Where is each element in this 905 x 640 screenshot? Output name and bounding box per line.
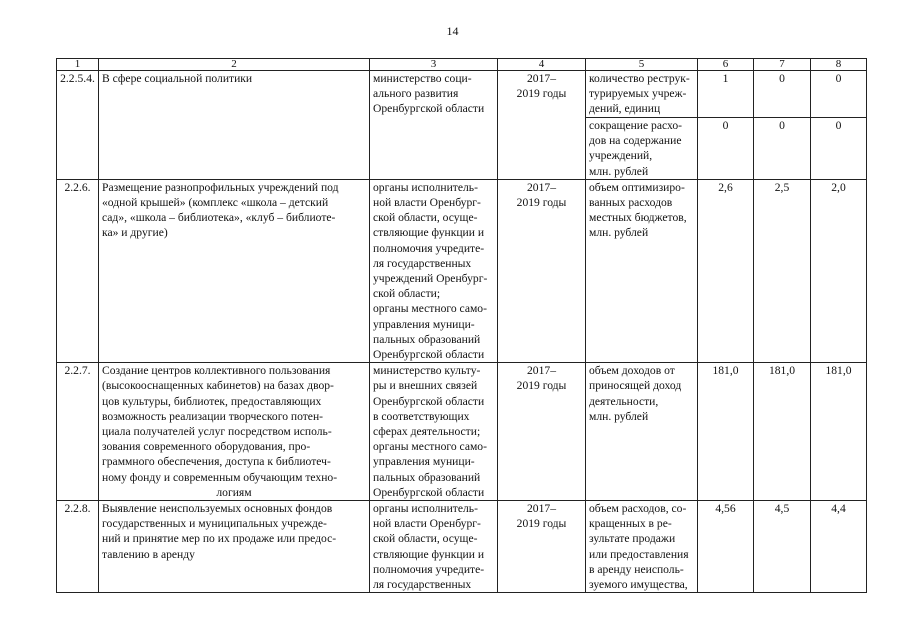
text-line: млн. рублей <box>589 409 649 423</box>
value-2017: 0 <box>698 118 754 180</box>
executor <box>370 71 498 180</box>
text-line: млн. рублей <box>589 164 649 178</box>
value-2017: 2,6 <box>698 179 754 362</box>
text-line: учреждений, <box>589 149 653 163</box>
indicator <box>586 501 698 593</box>
value-2017: 1 <box>698 71 754 118</box>
indicator <box>586 118 698 180</box>
text-line: местных бюджетов, <box>589 211 687 225</box>
text-line: граммного обеспечения, доступа к библиотеч- <box>102 455 331 469</box>
text-line: циала получателей услуг посредством исполь- <box>102 425 332 439</box>
text-line: 2017– <box>527 180 556 194</box>
text-line: органы местного само- <box>373 302 487 316</box>
text-line: сад», «школа – библиотека», «клуб – библиоте- <box>102 211 336 225</box>
text-line: Оренбургской области <box>373 102 485 116</box>
text-line: государственных и муниципальных учрежде- <box>102 517 327 531</box>
text-line: деятельности, <box>589 394 659 408</box>
measure-name <box>99 363 370 501</box>
value-2019: 181,0 <box>811 363 867 501</box>
table-row <box>57 363 867 501</box>
text-line: пальных образований <box>373 332 481 346</box>
value-2019: 4,4 <box>811 501 867 593</box>
text-line: ствляющие функции и <box>373 547 485 561</box>
text-line: 2019 годы <box>516 517 567 531</box>
text-line: полномочия учредите- <box>373 241 485 255</box>
text-line: органы исполнитель- <box>373 180 478 194</box>
text-line: Размещение разнопрофильных учреждений под <box>102 180 339 194</box>
text-line: ры и внешних связей <box>373 379 478 393</box>
table-row <box>57 501 867 593</box>
text-line: (высокооснащенных кабинетов) на базах двор- <box>102 379 334 393</box>
text-line: сокращение расхо- <box>589 119 682 132</box>
indicator <box>586 71 698 118</box>
executor <box>370 501 498 593</box>
text-line: в аренду неисполь- <box>589 562 684 576</box>
period <box>498 501 586 593</box>
text-line: 2019 годы <box>516 87 567 101</box>
text-line: управления муници- <box>373 317 475 331</box>
text-line: ской области, осуще- <box>373 211 478 225</box>
value-2019: 0 <box>811 71 867 118</box>
executor <box>370 363 498 501</box>
text-line: 2019 годы <box>516 379 567 393</box>
column-header: 6 <box>698 59 754 71</box>
row-number: 2.2.6. <box>57 179 99 362</box>
period <box>498 71 586 180</box>
text-line: Оренбургской области <box>373 485 485 499</box>
value-2018: 0 <box>754 118 811 180</box>
text-line: ной власти Оренбург- <box>373 196 481 210</box>
text-line: объем расходов, со- <box>589 502 687 516</box>
text-line: зуемого имущества, <box>589 578 688 592</box>
text-line: полномочия учредите- <box>373 562 485 576</box>
text-line: ской области; <box>373 287 441 301</box>
text-line: органы исполнитель- <box>373 502 478 516</box>
text-line: цов культуры, библиотек, предоставляющих <box>102 394 322 408</box>
table-row <box>57 71 867 118</box>
measure-name <box>99 179 370 362</box>
text-line: управления муници- <box>373 455 475 469</box>
text-line: тавлению в аренду <box>102 547 195 561</box>
text-line: дений, единиц <box>589 102 661 116</box>
value-2019: 0 <box>811 118 867 180</box>
text-line: учреждений Оренбург- <box>373 272 488 286</box>
text-line: объем оптимизиро- <box>589 180 685 194</box>
text-line: Оренбургской области <box>373 394 485 408</box>
text-line: ской области, осуще- <box>373 532 478 546</box>
value-2017: 4,56 <box>698 501 754 593</box>
text-line: Создание центров коллективного пользования <box>102 364 331 378</box>
text-line: зования современного оборудования, про- <box>102 440 311 454</box>
text-line: сферах деятельности; <box>373 425 481 439</box>
measure-name <box>99 501 370 593</box>
text-line: ального развития <box>373 87 459 101</box>
text-line: логиям <box>216 485 252 499</box>
text-line: кращенных в ре- <box>589 517 672 531</box>
text-line: 2017– <box>527 72 556 85</box>
text-line: В сфере социальной политики <box>102 72 253 85</box>
column-header: 5 <box>586 59 698 71</box>
text-line: Выявление неиспользуемых основных фондов <box>102 502 333 516</box>
column-header: 2 <box>99 59 370 71</box>
text-line: ний и принятие мер по их продаже или предос- <box>102 532 337 546</box>
value-2017: 181,0 <box>698 363 754 501</box>
row-number: 2.2.5.4. <box>57 71 99 180</box>
text-line: млн. рублей <box>589 226 649 240</box>
text-line: ной власти Оренбург- <box>373 517 481 531</box>
text-line: министерство соци- <box>373 72 472 85</box>
value-2018: 2,5 <box>754 179 811 362</box>
column-header: 8 <box>811 59 867 71</box>
text-line: или предоставления <box>589 547 689 561</box>
text-line: объем доходов от <box>589 364 675 378</box>
indicator <box>586 363 698 501</box>
text-line: министерство культу- <box>373 364 481 378</box>
column-header: 3 <box>370 59 498 71</box>
text-line: ка» и другие) <box>102 226 168 240</box>
row-number: 2.2.7. <box>57 363 99 501</box>
page-number: 14 <box>446 24 459 38</box>
text-line: дов на содержание <box>589 134 682 148</box>
text-line: пальных образований <box>373 470 481 484</box>
text-line: зультате продажи <box>589 532 676 546</box>
column-header: 7 <box>754 59 811 71</box>
text-line: в соответствующих <box>373 409 470 423</box>
text-line: турируемых учреж- <box>589 87 687 101</box>
text-line: ля государственных <box>373 256 472 270</box>
text-line: «одной крышей» (комплекс «школа – детский <box>102 196 329 210</box>
text-line: органы местного само- <box>373 440 487 454</box>
measures-table <box>56 58 867 593</box>
column-header: 1 <box>57 59 99 71</box>
text-line: ля государственных <box>373 578 472 592</box>
text-line: ванных расходов <box>589 196 673 210</box>
row-number: 2.2.8. <box>57 501 99 593</box>
text-line: приносящей доход <box>589 379 682 393</box>
text-line: Оренбургской области <box>373 348 485 362</box>
table-row <box>57 179 867 362</box>
value-2019: 2,0 <box>811 179 867 362</box>
period <box>498 363 586 501</box>
measure-name <box>99 71 370 180</box>
text-line: ствляющие функции и <box>373 226 485 240</box>
period <box>498 179 586 362</box>
executor <box>370 179 498 362</box>
text-line: 2019 годы <box>516 196 567 210</box>
column-header: 4 <box>498 59 586 71</box>
text-line: количество реструк- <box>589 72 690 85</box>
value-2018: 4,5 <box>754 501 811 593</box>
text-line: возможность реализации творческого потен- <box>102 409 324 423</box>
text-line: 2017– <box>527 364 556 378</box>
value-2018: 0 <box>754 71 811 118</box>
text-line: ному фонду и современным обучающим техно- <box>102 470 338 484</box>
indicator <box>586 179 698 362</box>
value-2018: 181,0 <box>754 363 811 501</box>
text-line: 2017– <box>527 502 556 516</box>
column-number-row <box>57 59 867 71</box>
